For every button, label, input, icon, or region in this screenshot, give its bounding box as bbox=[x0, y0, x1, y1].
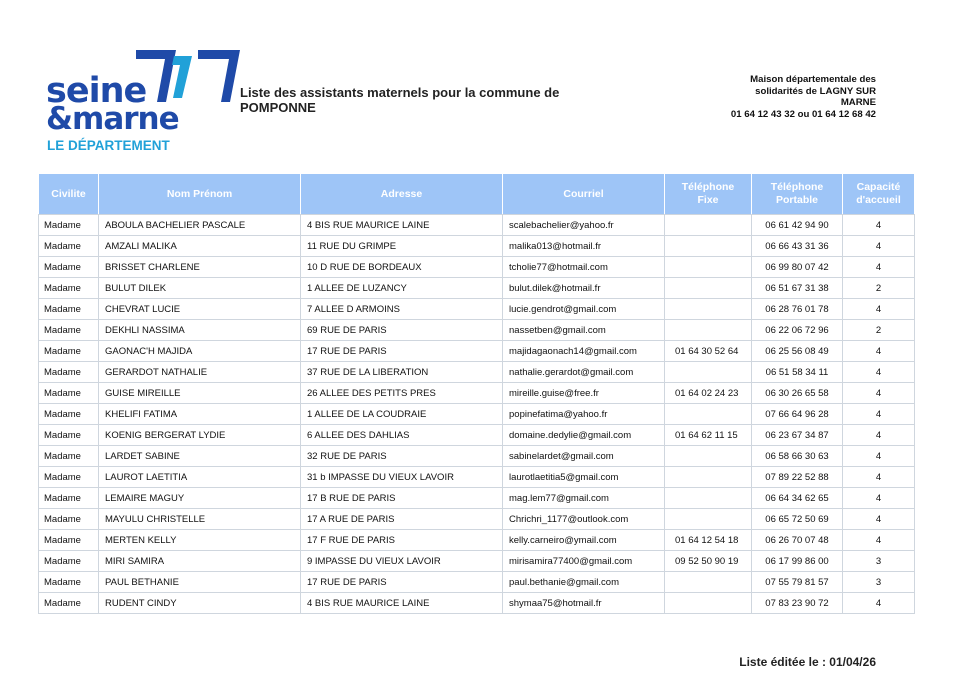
cell-nom-prenom: CHEVRAT LUCIE bbox=[99, 299, 301, 320]
cell-nom-prenom: PAUL BETHANIE bbox=[99, 572, 301, 593]
office-contact-block bbox=[640, 74, 876, 120]
cell-capacite: 4 bbox=[843, 383, 915, 404]
cell-tel-portable: 07 83 23 90 72 bbox=[752, 593, 843, 614]
cell-adresse: 7 ALLEE D ARMOINS bbox=[301, 299, 503, 320]
column-header-capacite-line2: d'accueil bbox=[856, 194, 901, 206]
cell-capacite: 4 bbox=[843, 362, 915, 383]
cell-courriel: nassetben@gmail.com bbox=[503, 320, 665, 341]
column-header-tel-fixe bbox=[665, 174, 752, 215]
cell-courriel: shymaa75@hotmail.fr bbox=[503, 593, 665, 614]
cell-tel-portable: 07 66 64 96 28 bbox=[752, 404, 843, 425]
assistants-table bbox=[38, 173, 915, 614]
cell-tel-fixe bbox=[665, 215, 752, 236]
cell-courriel: lucie.gendrot@gmail.com bbox=[503, 299, 665, 320]
cell-nom-prenom: ABOULA BACHELIER PASCALE bbox=[99, 215, 301, 236]
cell-nom-prenom: GAONAC'H MAJIDA bbox=[99, 341, 301, 362]
cell-tel-portable: 06 58 66 30 63 bbox=[752, 446, 843, 467]
column-header-capacite-line1: Capacité bbox=[856, 181, 901, 193]
cell-civilite: Madame bbox=[39, 320, 99, 341]
logo-word-seine: seine bbox=[46, 71, 147, 111]
cell-tel-fixe: 01 64 62 11 15 bbox=[665, 425, 752, 446]
edition-date: Liste éditée le : 01/04/26 bbox=[739, 655, 876, 669]
cell-adresse: 9 IMPASSE DU VIEUX LAVOIR bbox=[301, 551, 503, 572]
cell-civilite: Madame bbox=[39, 551, 99, 572]
cell-tel-portable: 07 89 22 52 88 bbox=[752, 467, 843, 488]
cell-tel-fixe: 09 52 50 90 19 bbox=[665, 551, 752, 572]
cell-courriel: mireille.guise@free.fr bbox=[503, 383, 665, 404]
cell-adresse: 4 BIS RUE MAURICE LAINE bbox=[301, 215, 503, 236]
cell-capacite: 4 bbox=[843, 467, 915, 488]
cell-tel-fixe bbox=[665, 509, 752, 530]
cell-tel-portable: 06 30 26 65 58 bbox=[752, 383, 843, 404]
cell-adresse: 31 b IMPASSE DU VIEUX LAVOIR bbox=[301, 467, 503, 488]
column-header-tel-fixe-line2: Fixe bbox=[697, 194, 719, 206]
cell-tel-fixe bbox=[665, 572, 752, 593]
cell-civilite: Madame bbox=[39, 278, 99, 299]
cell-civilite: Madame bbox=[39, 404, 99, 425]
cell-civilite: Madame bbox=[39, 572, 99, 593]
table-row bbox=[39, 341, 915, 362]
table-row bbox=[39, 467, 915, 488]
document-title-commune: POMPONNE bbox=[240, 100, 316, 115]
cell-tel-portable: 06 66 43 31 36 bbox=[752, 236, 843, 257]
cell-nom-prenom: DEKHLI NASSIMA bbox=[99, 320, 301, 341]
cell-nom-prenom: BRISSET CHARLENE bbox=[99, 257, 301, 278]
cell-courriel: mirisamira77400@gmail.com bbox=[503, 551, 665, 572]
logo-word-marne: &marne bbox=[46, 101, 179, 137]
table-row bbox=[39, 446, 915, 467]
cell-capacite: 4 bbox=[843, 425, 915, 446]
cell-nom-prenom: KHELIFI FATIMA bbox=[99, 404, 301, 425]
cell-capacite: 4 bbox=[843, 488, 915, 509]
cell-courriel: nathalie.gerardot@gmail.com bbox=[503, 362, 665, 383]
cell-tel-fixe bbox=[665, 236, 752, 257]
cell-tel-portable: 06 61 42 94 90 bbox=[752, 215, 843, 236]
cell-capacite: 4 bbox=[843, 446, 915, 467]
document-title-line1: Liste des assistants maternels pour la commune de bbox=[240, 85, 560, 100]
cell-tel-fixe: 01 64 02 24 23 bbox=[665, 383, 752, 404]
cell-courriel: malika013@hotmail.fr bbox=[503, 236, 665, 257]
column-header-capacite bbox=[843, 174, 915, 215]
cell-courriel: majidagaonach14@gmail.com bbox=[503, 341, 665, 362]
cell-capacite: 4 bbox=[843, 509, 915, 530]
cell-tel-fixe bbox=[665, 467, 752, 488]
cell-adresse: 69 RUE DE PARIS bbox=[301, 320, 503, 341]
table-row bbox=[39, 404, 915, 425]
cell-civilite: Madame bbox=[39, 593, 99, 614]
cell-tel-fixe bbox=[665, 320, 752, 341]
cell-tel-portable: 06 64 34 62 65 bbox=[752, 488, 843, 509]
seine-et-marne-logo bbox=[46, 46, 206, 156]
cell-tel-portable: 07 55 79 81 57 bbox=[752, 572, 843, 593]
cell-courriel: Chrichri_1177@outlook.com bbox=[503, 509, 665, 530]
cell-civilite: Madame bbox=[39, 341, 99, 362]
cell-capacite: 4 bbox=[843, 404, 915, 425]
column-header-adresse: Adresse bbox=[301, 174, 503, 215]
table-row bbox=[39, 299, 915, 320]
cell-adresse: 17 A RUE DE PARIS bbox=[301, 509, 503, 530]
cell-capacite: 4 bbox=[843, 341, 915, 362]
office-line2: solidarités de LAGNY SUR bbox=[755, 85, 876, 97]
column-header-civilite: Civilite bbox=[39, 174, 99, 215]
cell-capacite: 4 bbox=[843, 530, 915, 551]
cell-adresse: 17 RUE DE PARIS bbox=[301, 572, 503, 593]
cell-tel-fixe bbox=[665, 404, 752, 425]
cell-civilite: Madame bbox=[39, 467, 99, 488]
cell-courriel: bulut.dilek@hotmail.fr bbox=[503, 278, 665, 299]
column-header-tel-portable bbox=[752, 174, 843, 215]
cell-civilite: Madame bbox=[39, 509, 99, 530]
cell-nom-prenom: MIRI SAMIRA bbox=[99, 551, 301, 572]
cell-capacite: 4 bbox=[843, 299, 915, 320]
cell-civilite: Madame bbox=[39, 446, 99, 467]
table-row bbox=[39, 236, 915, 257]
table-row bbox=[39, 593, 915, 614]
cell-capacite: 2 bbox=[843, 320, 915, 341]
cell-civilite: Madame bbox=[39, 299, 99, 320]
cell-courriel: sabinelardet@gmail.com bbox=[503, 446, 665, 467]
cell-tel-fixe bbox=[665, 257, 752, 278]
cell-adresse: 17 F RUE DE PARIS bbox=[301, 530, 503, 551]
table-row bbox=[39, 509, 915, 530]
cell-nom-prenom: MAYULU CHRISTELLE bbox=[99, 509, 301, 530]
cell-tel-portable: 06 25 56 08 49 bbox=[752, 341, 843, 362]
cell-nom-prenom: KOENIG BERGERAT LYDIE bbox=[99, 425, 301, 446]
logo-departement-label: LE DÉPARTEMENT bbox=[47, 138, 170, 153]
cell-tel-portable: 06 51 58 34 11 bbox=[752, 362, 843, 383]
office-phones: 01 64 12 43 32 ou 01 64 12 68 42 bbox=[730, 108, 876, 120]
cell-nom-prenom: GUISE MIREILLE bbox=[99, 383, 301, 404]
cell-courriel: paul.bethanie@gmail.com bbox=[503, 572, 665, 593]
cell-nom-prenom: BULUT DILEK bbox=[99, 278, 301, 299]
cell-courriel: domaine.dedylie@gmail.com bbox=[503, 425, 665, 446]
table-row bbox=[39, 257, 915, 278]
seventy-seven-mark-icon bbox=[136, 46, 246, 106]
cell-tel-portable: 06 17 99 86 00 bbox=[752, 551, 843, 572]
cell-tel-portable: 06 22 06 72 96 bbox=[752, 320, 843, 341]
cell-capacite: 4 bbox=[843, 215, 915, 236]
cell-tel-portable: 06 28 76 01 78 bbox=[752, 299, 843, 320]
cell-courriel: tcholie77@hotmail.com bbox=[503, 257, 665, 278]
cell-civilite: Madame bbox=[39, 488, 99, 509]
table-row bbox=[39, 215, 915, 236]
cell-tel-portable: 06 99 80 07 42 bbox=[752, 257, 843, 278]
cell-civilite: Madame bbox=[39, 215, 99, 236]
office-line3: MARNE bbox=[840, 97, 876, 108]
cell-adresse: 6 ALLEE DES DAHLIAS bbox=[301, 425, 503, 446]
cell-nom-prenom: LAUROT LAETITIA bbox=[99, 467, 301, 488]
column-header-tel-portable-line1: Téléphone bbox=[770, 181, 824, 193]
cell-tel-fixe bbox=[665, 593, 752, 614]
cell-tel-fixe bbox=[665, 278, 752, 299]
cell-courriel: scalebachelier@yahoo.fr bbox=[503, 215, 665, 236]
cell-adresse: 37 RUE DE LA LIBERATION bbox=[301, 362, 503, 383]
cell-courriel: popinefatima@yahoo.fr bbox=[503, 404, 665, 425]
cell-capacite: 4 bbox=[843, 593, 915, 614]
cell-adresse: 17 B RUE DE PARIS bbox=[301, 488, 503, 509]
cell-capacite: 2 bbox=[843, 278, 915, 299]
cell-tel-fixe: 01 64 12 54 18 bbox=[665, 530, 752, 551]
cell-capacite: 3 bbox=[843, 551, 915, 572]
cell-adresse: 4 BIS RUE MAURICE LAINE bbox=[301, 593, 503, 614]
cell-nom-prenom: AMZALI MALIKA bbox=[99, 236, 301, 257]
cell-capacite: 3 bbox=[843, 572, 915, 593]
cell-civilite: Madame bbox=[39, 257, 99, 278]
cell-nom-prenom: LEMAIRE MAGUY bbox=[99, 488, 301, 509]
cell-capacite: 4 bbox=[843, 257, 915, 278]
table-row bbox=[39, 320, 915, 341]
cell-adresse: 1 ALLEE DE LUZANCY bbox=[301, 278, 503, 299]
cell-adresse: 11 RUE DU GRIMPE bbox=[301, 236, 503, 257]
table-header-row bbox=[39, 174, 915, 215]
office-line1: Maison départementale des bbox=[750, 74, 876, 85]
table-row bbox=[39, 383, 915, 404]
table-row bbox=[39, 551, 915, 572]
table-row bbox=[39, 278, 915, 299]
cell-adresse: 10 D RUE DE BORDEAUX bbox=[301, 257, 503, 278]
cell-tel-fixe bbox=[665, 362, 752, 383]
cell-adresse: 26 ALLEE DES PETITS PRES bbox=[301, 383, 503, 404]
cell-courriel: kelly.carneiro@ymail.com bbox=[503, 530, 665, 551]
cell-tel-portable: 06 23 67 34 87 bbox=[752, 425, 843, 446]
column-header-courriel: Courriel bbox=[503, 174, 665, 215]
cell-civilite: Madame bbox=[39, 236, 99, 257]
table-body bbox=[39, 215, 915, 614]
column-header-nom: Nom Prénom bbox=[99, 174, 301, 215]
cell-civilite: Madame bbox=[39, 383, 99, 404]
table-row bbox=[39, 572, 915, 593]
table-row bbox=[39, 362, 915, 383]
cell-tel-portable: 06 51 67 31 38 bbox=[752, 278, 843, 299]
table-row bbox=[39, 425, 915, 446]
cell-tel-fixe: 01 64 30 52 64 bbox=[665, 341, 752, 362]
table-row bbox=[39, 530, 915, 551]
cell-nom-prenom: GERARDOT NATHALIE bbox=[99, 362, 301, 383]
cell-nom-prenom: RUDENT CINDY bbox=[99, 593, 301, 614]
cell-civilite: Madame bbox=[39, 530, 99, 551]
cell-tel-portable: 06 65 72 50 69 bbox=[752, 509, 843, 530]
cell-civilite: Madame bbox=[39, 362, 99, 383]
cell-nom-prenom: LARDET SABINE bbox=[99, 446, 301, 467]
cell-nom-prenom: MERTEN KELLY bbox=[99, 530, 301, 551]
cell-adresse: 17 RUE DE PARIS bbox=[301, 341, 503, 362]
column-header-tel-portable-line2: Portable bbox=[775, 194, 818, 206]
cell-capacite: 4 bbox=[843, 236, 915, 257]
cell-civilite: Madame bbox=[39, 425, 99, 446]
cell-tel-fixe bbox=[665, 446, 752, 467]
column-header-tel-fixe-line1: Téléphone bbox=[681, 181, 735, 193]
cell-courriel: mag.lem77@gmail.com bbox=[503, 488, 665, 509]
table-row bbox=[39, 488, 915, 509]
cell-tel-fixe bbox=[665, 488, 752, 509]
cell-courriel: laurotlaetitia5@gmail.com bbox=[503, 467, 665, 488]
cell-adresse: 32 RUE DE PARIS bbox=[301, 446, 503, 467]
document-title bbox=[240, 85, 600, 115]
cell-tel-portable: 06 26 70 07 48 bbox=[752, 530, 843, 551]
cell-adresse: 1 ALLEE DE LA COUDRAIE bbox=[301, 404, 503, 425]
cell-tel-fixe bbox=[665, 299, 752, 320]
